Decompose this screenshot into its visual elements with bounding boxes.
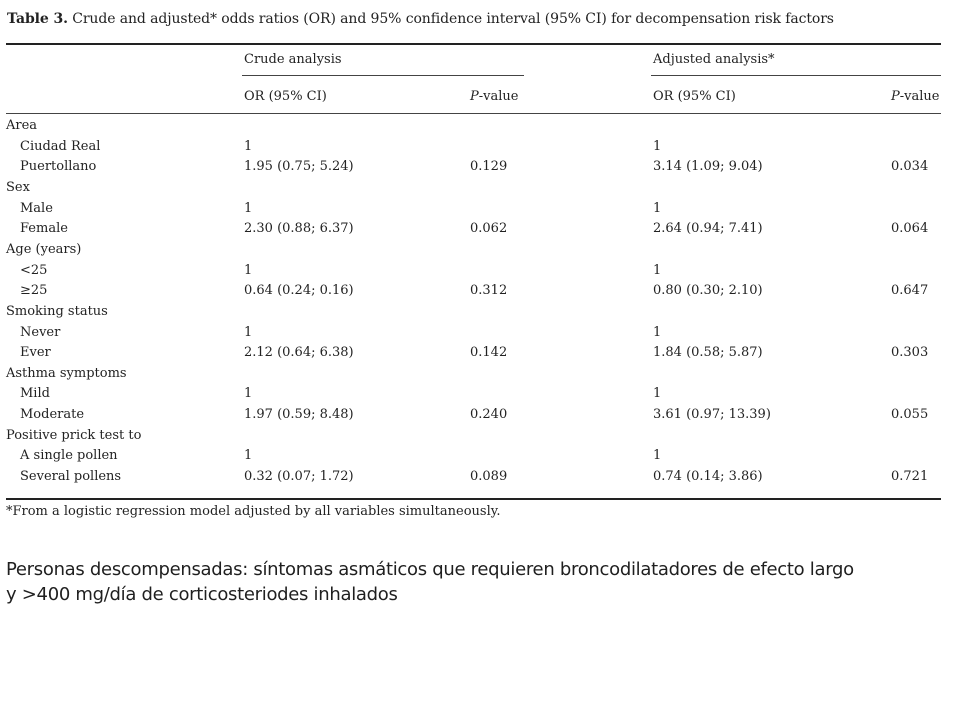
cell-or-adjusted: 3.61 (0.97; 13.39)	[653, 407, 771, 423]
row-label: Age (years)	[6, 241, 82, 257]
row-label: Never	[20, 324, 61, 340]
cell-or-crude: 1	[244, 324, 253, 340]
group-rule-crude	[242, 75, 524, 76]
row-label: Ciudad Real	[20, 138, 101, 154]
cell-p-adjusted: 0.303	[891, 345, 929, 361]
row-label: <25	[20, 262, 48, 278]
cell-or-adjusted: 0.74 (0.14; 3.86)	[653, 469, 763, 485]
col-header-or-crude: OR (95% CI)	[244, 89, 327, 104]
table-row	[6, 242, 941, 262]
cell-or-crude: 1.97 (0.59; 8.48)	[244, 407, 354, 423]
row-label: Positive prick test to	[6, 427, 142, 443]
cell-or-adjusted: 1	[653, 448, 662, 464]
cell-or-adjusted: 1	[653, 262, 662, 278]
cell-or-crude: 1	[244, 262, 253, 278]
note-line-1: Personas descompensadas: síntomas asmáticos que requieren broncodilatadores de efecto largo	[6, 559, 854, 580]
table-row	[6, 386, 941, 406]
cell-p-crude: 0.142	[470, 345, 508, 361]
cell-p-crude: 0.129	[470, 159, 508, 175]
cell-or-adjusted: 3.14 (1.09; 9.04)	[653, 159, 763, 175]
table-row	[6, 201, 941, 221]
table-caption-text: Crude and adjusted* odds ratios (OR) and 95% confidence interval (95% CI) for decompensation risk factors	[72, 11, 834, 27]
group-header-crude: Crude analysis	[244, 52, 342, 67]
cell-or-crude: 0.32 (0.07; 1.72)	[244, 469, 354, 485]
table-row	[6, 448, 941, 468]
table-row	[6, 159, 941, 179]
cell-or-crude: 1	[244, 386, 253, 402]
results-table	[6, 10, 941, 519]
table-row	[6, 180, 941, 200]
table-row	[6, 407, 941, 427]
cell-p-adjusted: 0.721	[891, 469, 929, 485]
row-label: Smoking status	[6, 303, 108, 319]
cell-or-adjusted: 1.84 (0.58; 5.87)	[653, 345, 763, 361]
cell-or-crude: 1	[244, 138, 253, 154]
table-row	[6, 345, 941, 365]
cell-or-adjusted: 1	[653, 200, 662, 216]
cell-or-crude: 2.30 (0.88; 6.37)	[244, 221, 354, 237]
slide-note	[6, 557, 956, 607]
cell-p-adjusted: 0.055	[891, 407, 929, 423]
col-header-p-crude: P-value	[470, 89, 519, 104]
table-row	[6, 221, 941, 241]
row-label: Asthma symptoms	[6, 365, 127, 381]
cell-or-crude: 0.64 (0.24; 0.16)	[244, 283, 354, 299]
row-label: A single pollen	[20, 448, 118, 464]
table-row	[6, 469, 941, 489]
row-label: Puertollano	[20, 159, 97, 175]
table-caption-label: Table 3.	[7, 11, 68, 27]
table-row	[6, 139, 941, 159]
row-label: Area	[6, 118, 38, 133]
row-label: Sex	[6, 179, 30, 195]
row-label: Ever	[20, 345, 51, 361]
row-label: Mild	[20, 386, 50, 402]
table-row	[6, 366, 941, 386]
cell-or-adjusted: 1	[653, 386, 662, 402]
cell-p-crude: 0.062	[470, 221, 508, 237]
table-row	[6, 263, 941, 283]
note-line-2: y >400 mg/día de corticosteriodes inhalados	[6, 584, 398, 605]
cell-or-crude: 2.12 (0.64; 6.38)	[244, 345, 354, 361]
table-bottom-rule	[6, 498, 941, 500]
row-label: Moderate	[20, 407, 85, 423]
row-label: Male	[20, 200, 53, 216]
cell-or-adjusted: 1	[653, 138, 662, 154]
table-footnote: *From a logistic regression model adjusted by all variables simultaneously.	[6, 504, 501, 519]
table-caption	[6, 10, 941, 28]
row-label: Female	[20, 221, 68, 237]
cell-p-crude: 0.089	[470, 469, 508, 485]
cell-or-adjusted: 1	[653, 324, 662, 340]
cell-or-crude: 1	[244, 200, 253, 216]
table-row	[6, 325, 941, 345]
table-row	[6, 283, 941, 303]
header-bottom-rule	[6, 113, 941, 114]
col-header-p-adjusted: P-value	[891, 89, 940, 104]
group-header-adjusted: Adjusted analysis*	[653, 52, 775, 67]
cell-or-adjusted: 0.80 (0.30; 2.10)	[653, 283, 763, 299]
cell-p-adjusted: 0.034	[891, 159, 929, 175]
cell-or-crude: 1.95 (0.75; 5.24)	[244, 159, 354, 175]
cell-p-crude: 0.240	[470, 407, 508, 423]
group-rule-adjusted	[651, 75, 941, 76]
row-label: Several pollens	[20, 469, 122, 485]
cell-p-crude: 0.312	[470, 283, 508, 299]
cell-p-adjusted: 0.647	[891, 283, 929, 299]
table-row	[6, 428, 941, 448]
table-top-rule	[6, 43, 941, 45]
col-header-or-adjusted: OR (95% CI)	[653, 89, 736, 104]
row-label: ≥25	[20, 283, 48, 299]
table-row	[6, 304, 941, 324]
cell-p-adjusted: 0.064	[891, 221, 929, 237]
cell-or-crude: 1	[244, 448, 253, 464]
cell-or-adjusted: 2.64 (0.94; 7.41)	[653, 221, 763, 237]
table-row	[6, 118, 941, 138]
